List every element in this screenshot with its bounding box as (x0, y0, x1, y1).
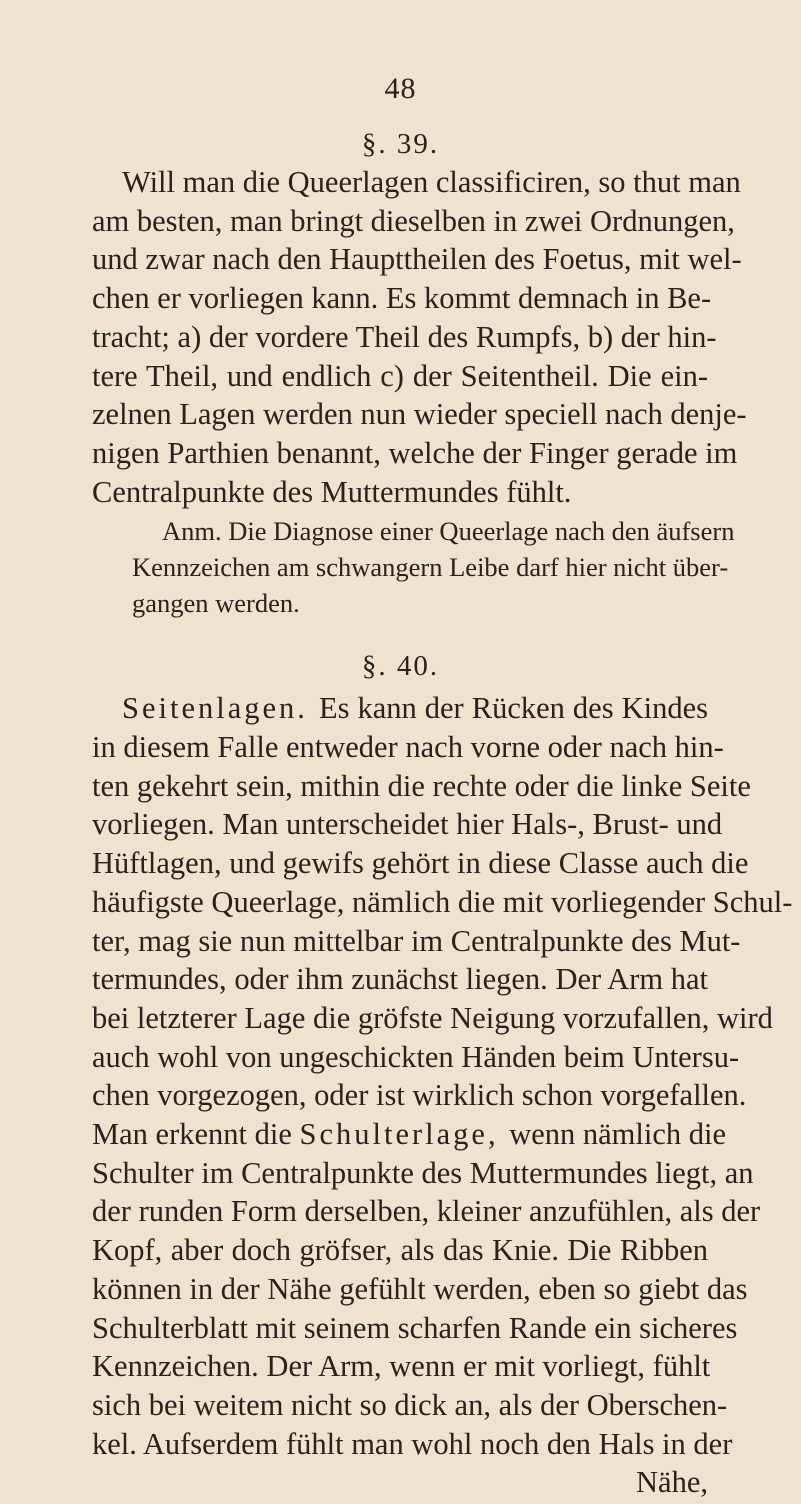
text-line: Hüftlagen, und gewifs gehört in diese Classe auch die (92, 846, 749, 881)
text-line: nigen Parthien benannt, welche der Finger gerade im (92, 435, 738, 470)
text-line: Nähe, (636, 1465, 708, 1500)
text-line: ten gekehrt sein, mithin die rechte oder die linke Seite (92, 768, 751, 803)
text-line: in diesem Falle entweder nach vorne oder nach hin- (92, 730, 724, 764)
text-line (92, 1112, 727, 1156)
text-line: auch wohl von ungeschickten Händen beim Untersu- (92, 1039, 740, 1074)
section-heading-40: §. 40. (361, 650, 440, 683)
text-line: und zwar nach den Haupttheilen des Foetus, mit wel- (92, 242, 742, 277)
note-line: gangen werden. (132, 588, 300, 619)
text-fragment: Es kann der Rücken des Kindes (318, 691, 708, 726)
text-line: am besten, man bringt dieselben in zwei Ordnungen, (92, 203, 735, 238)
section-heading-39: §. 39. (361, 128, 440, 160)
text-line: ter, mag sie nun mittelbar im Centralpunkte des Mut- (92, 923, 741, 958)
text-line: Centralpunkte des Muttermundes fühlt. (92, 474, 572, 509)
text-line: häufigste Queerlage, nämlich die mit vorliegender Schul- (92, 884, 793, 919)
text-line: zelnen Lagen werden nun wieder speciell nach denje- (92, 397, 747, 432)
text-line: Schulterblatt mit seinem scharfen Rande ein sicheres (92, 1310, 738, 1345)
text-line: chen er vorliegen kann. Es kommt demnach in Be- (92, 281, 712, 316)
text-line (122, 686, 708, 730)
text-line: chen vorgezogen, oder ist wirklich schon vorgefallen. (92, 1078, 747, 1113)
text-line: können in der Nähe gefühlt werden, eben so giebt das (92, 1271, 748, 1306)
page-number: 48 (384, 72, 417, 105)
text-fragment: Man erkennt die (92, 1117, 300, 1151)
lead-term: Seitenlagen. (122, 691, 319, 726)
text-line: kel. Aufserdem fühlt man wohl noch den Hals in der (92, 1426, 733, 1461)
text-line: sich bei weitem nicht so dick an, als der Oberschen- (92, 1387, 728, 1422)
emphasis-term: Schulterlage, (299, 1117, 510, 1151)
text-line: termundes, oder ihm zunächst liegen. Der Arm hat (92, 962, 708, 997)
text-line: Schulter im Centralpunkte des Muttermundes liegt, an (92, 1155, 754, 1190)
note-line: Anm. Die Diagnose einer Queerlage nach den äufsern (162, 516, 735, 547)
text-line: bei letzterer Lage die gröfste Neigung vorzufallen, wird (92, 1000, 773, 1035)
text-line: tracht; a) der vordere Theil des Rumpfs, b) der hin- (92, 319, 717, 354)
text-line: Kopf, aber doch gröfser, als das Knie. Die Ribben (92, 1233, 708, 1268)
text-fragment: wenn nämlich die (509, 1117, 727, 1151)
text-line: Will man die Queerlagen classificiren, so thut man (122, 165, 741, 199)
note-line: Kennzeichen am schwangern Leibe darf hier nicht über- (132, 552, 729, 583)
text-line: Kennzeichen. Der Arm, wenn er mit vorliegt, fühlt (92, 1349, 711, 1384)
text-line: tere Theil, und endlich c) der Seitentheil. Die ein- (92, 358, 708, 393)
text-line: der runden Form derselben, kleiner anzufühlen, als der (92, 1194, 761, 1229)
text-line: vorliegen. Man unterscheidet hier Hals-, Brust- und (92, 807, 723, 842)
